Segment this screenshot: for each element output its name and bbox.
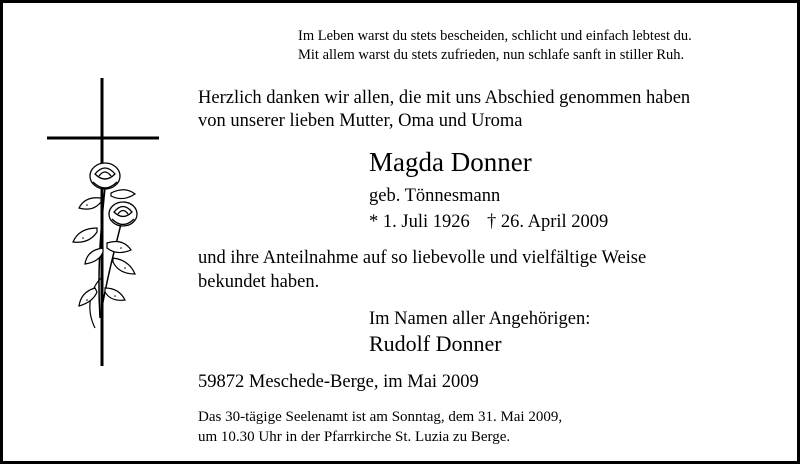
- death-date: † 26. April 2009: [487, 212, 609, 232]
- mass-line-2: um 10.30 Uhr in der Pfarrkirche St. Luzia zu Berge.: [198, 429, 511, 445]
- thanks-line-2: von unserer lieben Mutter, Oma und Uroma: [198, 111, 523, 131]
- cross-with-roses-icon: [45, 78, 165, 368]
- motto-line-2: Mit allem warst du stets zufrieden, nun schlafe sanft in stiller Ruh.: [298, 47, 685, 63]
- sympathy-line-2: bekundet haben.: [198, 272, 320, 292]
- sympathy-line-1: und ihre Anteilnahme auf so liebevolle und vielfältige Weise: [198, 248, 647, 268]
- signature-name: Rudolf Donner: [369, 331, 502, 356]
- place-date: 59872 Meschede-Berge, im Mai 2009: [198, 372, 479, 392]
- motto-line-1: Im Leben warst du stets bescheiden, schlicht und einfach lebtest du.: [298, 28, 692, 44]
- mass-line-1: Das 30-tägige Seelenamt ist am Sonntag, dem 31. Mai 2009,: [198, 409, 563, 425]
- deceased-name: Magda Donner: [369, 147, 532, 177]
- born-name: geb. Tönnesmann: [369, 186, 501, 206]
- birth-date: * 1. Juli 1926: [369, 212, 470, 232]
- signature-intro: Im Namen aller Angehörigen:: [369, 309, 591, 329]
- thanks-line-1: Herzlich danken wir allen, die mit uns Abschied genommen haben: [198, 88, 691, 108]
